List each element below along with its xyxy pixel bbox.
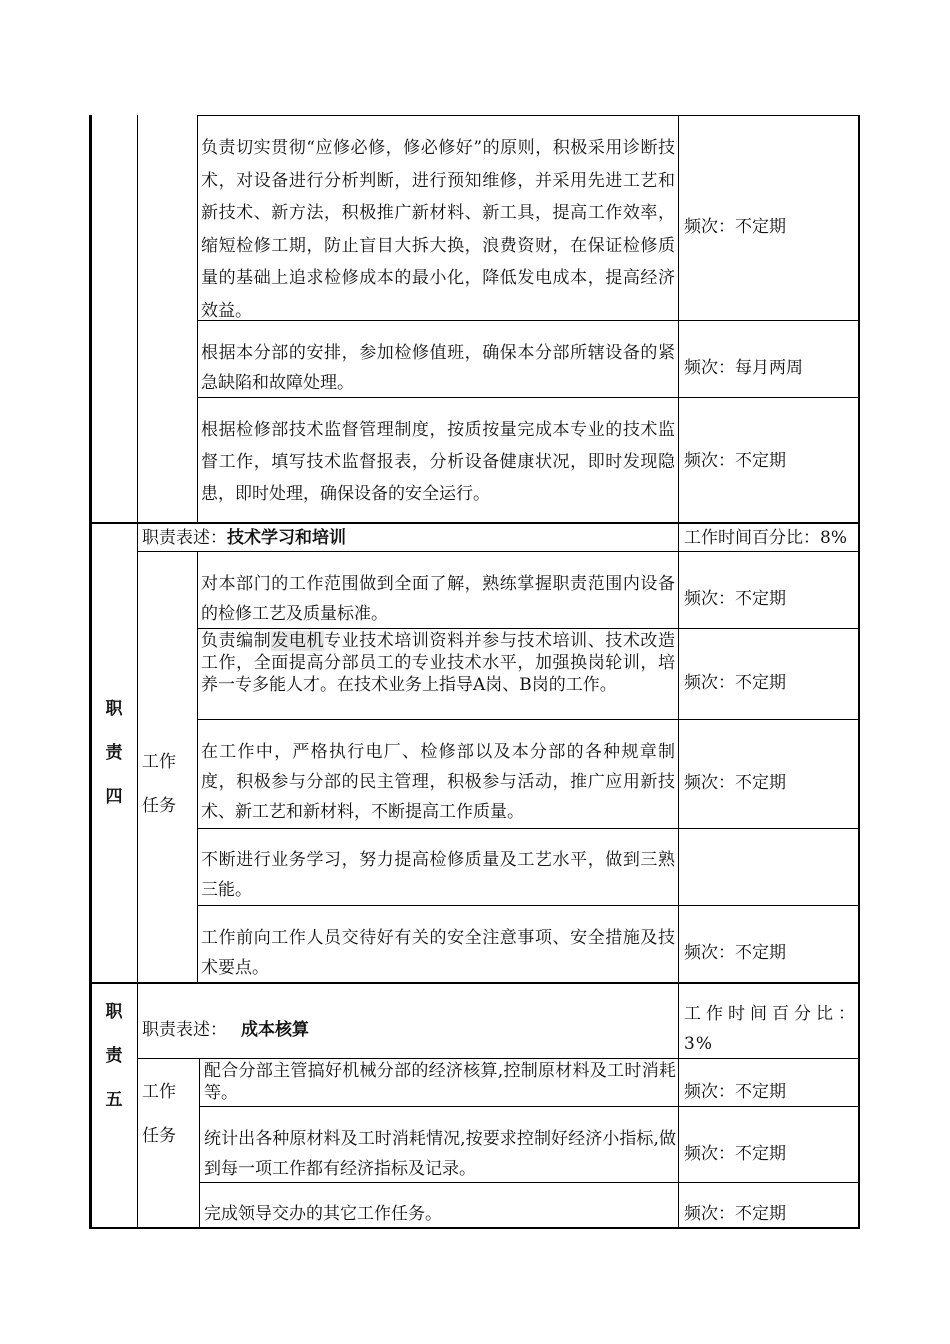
task-text-part: 负责编制 (201, 631, 272, 651)
task-label-line: 工作 (142, 1082, 176, 1102)
table-border-bottom (89, 1227, 860, 1229)
task-text (201, 630, 675, 696)
duty-label-char: 四 (105, 787, 123, 807)
task-text: 配合分部主管搞好机械分部的经济核算,控制原材料及工时消耗等。 (204, 1061, 676, 1103)
task-label-line: 任务 (142, 796, 176, 816)
col-line-3 (678, 115, 679, 1228)
task-text: 根据本分部的安排，参加检修值班，确保本分部所辖设备的紧急缺陷和故障处理。 (201, 343, 675, 393)
duty-description (142, 1017, 309, 1043)
duty-description (142, 525, 346, 551)
row-line (197, 719, 860, 720)
work-time-percent: 工作时间百分比：3% (684, 1004, 856, 1054)
task-text: 统计出各种原材料及工时消耗情况,按要求控制好经济小指标,做到每一项工作都有经济指标及记录。 (204, 1129, 676, 1179)
table-border-right (858, 115, 860, 1228)
duty-description-title: 技术学习和培训 (227, 528, 346, 548)
col-line-2a (197, 115, 198, 523)
task-frequency: 频次：不定期 (684, 589, 786, 609)
task-frequency: 频次：不定期 (684, 451, 786, 471)
duty-label-4 (94, 687, 134, 819)
task-label-line: 工作 (142, 752, 176, 772)
task-frequency: 频次：不定期 (684, 943, 786, 963)
task-frequency: 频次：不定期 (684, 673, 786, 693)
work-time-percent: 工作时间百分比：8% (684, 528, 847, 548)
task-text: 根据检修部技术监督管理制度，按质按量完成本专业的技术监督工作，填写技术监督报表，分析设备健康状况，即时发现隐患，即时处理，确保设备的安全运行。 (201, 420, 675, 504)
duty-label-char: 职 (105, 699, 123, 719)
task-text: 不断进行业务学习，努力提高检修质量及工艺水平，做到三熟三能。 (201, 850, 675, 900)
table-border-left (89, 115, 92, 1229)
duty-label-char: 五 (105, 1090, 123, 1110)
task-text: 对本部门的工作范围做到全面了解，熟练掌握职责范围内设备的检修工艺及质量标准。 (201, 574, 675, 624)
col-line-1 (137, 115, 138, 1228)
duty-description-label: 职责表述： (142, 1020, 227, 1040)
row-line (137, 551, 860, 552)
row-line (197, 828, 860, 829)
task-text: 完成领导交办的其它工作任务。 (204, 1204, 442, 1224)
task-text: 负责切实贯彻“应修必修，修必修好”的原则，积极采用诊断技术，对设备进行分析判断，进行预知维修，并采用先进工艺和新技术、新方法，积极推广新材料、新工具，提高工作效率，缩短检修工期，防止盲目大拆大换，浪费资财，在保证检修质量的基础上追求检修成本的最小化，降低发电成本，提高经济效益。 (201, 138, 675, 321)
task-label-5 (142, 1070, 176, 1158)
row-line (199, 1106, 860, 1107)
task-label-line: 任务 (142, 1126, 176, 1146)
duty-label-char: 责 (105, 743, 123, 763)
duty-description-label: 职责表述： (142, 528, 227, 548)
task-frequency: 频次：不定期 (684, 1144, 786, 1164)
block-divider (89, 522, 860, 524)
duty-description-title: 成本核算 (241, 1020, 309, 1040)
task-text: 工作前向工作人员交待好有关的安全注意事项、安全措施及技术要点。 (201, 928, 675, 978)
task-text-highlight: 发电机 (271, 631, 325, 651)
table-border-top (197, 115, 860, 116)
col-line-2b (197, 552, 198, 983)
task-text: 在工作中，严格执行电厂、检修部以及本分部的各种规章制度，积极参与分部的民主管理，积极参与活动，推广应用新技术、新工艺和新材料，不断提高工作质量。 (201, 742, 675, 822)
task-label-4 (142, 740, 176, 828)
task-frequency: 频次：不定期 (684, 1082, 786, 1102)
task-frequency: 频次：不定期 (684, 1204, 786, 1224)
row-line (197, 905, 860, 906)
duty-label-char: 职 (105, 1002, 123, 1022)
task-text-part: 专业技术培训资料并参与技术培训、技术改造工作，全面提高分部员工的专业技术水平，加强换岗轮训，培养一专多能人才。在技术业务上指导A岗、B岗的工作。 (201, 631, 676, 695)
col-line-2c (199, 1059, 200, 1228)
duty-label-char: 责 (105, 1046, 123, 1066)
task-frequency: 频次：不定期 (684, 773, 786, 793)
task-frequency: 频次：每月两周 (684, 358, 803, 378)
duty-label-5 (94, 990, 134, 1122)
task-frequency: 频次：不定期 (684, 217, 786, 237)
